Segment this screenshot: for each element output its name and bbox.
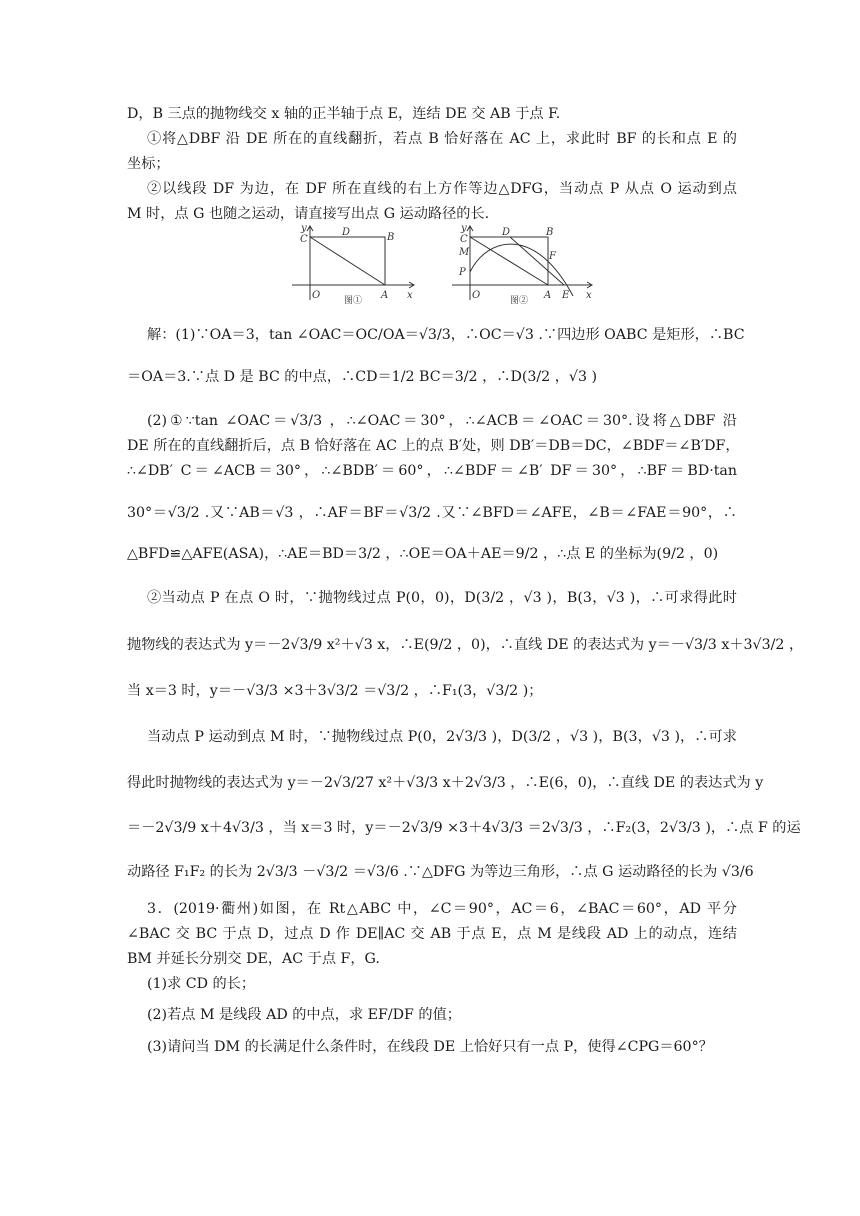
axis-label-y: y [461,223,467,234]
axis-label-x: x [407,290,413,301]
solution-line: 动路径 F₁F₂ 的长为 2√3/3 －√3/2 ＝√3/6 .∵△DFG 为等边三角形，∴点 G 运动路径的长为 √3/6 [127,864,754,880]
problem-line: (1)求 CD 的长； [147,976,256,992]
problem-line: ∠BAC 交 BC 于点 D，过点 D 作 DE∥AC 交 AB 于点 E，点 M 是线段 AD 上的动点，连结 [127,926,737,942]
solution-line: 解：(1)∵OA＝3，tan ∠OAC＝OC/OA＝√3/3，∴OC＝√3 .∵四边形 OABC 是矩形，∴BC [147,327,745,343]
solution-line: △BFD≌△AFE(ASA)，∴AE＝BD＝3/2 ，∴OE＝OA＋AE＝9/2 ，∴点 E 的坐标为(9/2 ，0) [127,546,719,562]
text-line: D，B 三点的抛物线交 x 轴的正半轴于点 E，连结 DE 交 AB 于点 F. [127,106,561,122]
point-label-b: B [387,232,395,243]
point-label-d: D [342,227,351,238]
point-label-b: B [546,227,554,238]
point-label-o: O [472,290,481,301]
figure-1-diagram [288,222,428,304]
point-label-m: M [459,247,470,258]
solution-line: ∴∠DB′ C＝∠ACB＝30°，∴∠BDB′＝60°，∴∠BDF＝∠B′ DF＝30°，∴BF＝BD·tan [127,463,737,479]
solution-line: 当 x＝3 时，y＝－√3/3 ×3＋3√3/2 ＝√3/2 ，∴F₁(3，√3/2 )； [127,683,543,699]
point-label-a: A [544,290,552,301]
point-label-d: D [502,227,511,238]
point-label-c: C [300,234,308,245]
solution-line: ＝－2√3/9 x＋4√3/3 ，当 x＝3 时，y＝－2√3/9 ×3＋4√3/3 ＝2√3/3 ，∴F₂(3，2√3/3 )，∴点 F 的运 [127,820,801,836]
point-label-f: F [549,251,556,262]
text-line: ①将△DBF 沿 DE 所在的直线翻折，若点 B 恰好落在 AC 上，求此时 BF 的长和点 E 的 [147,131,737,147]
point-label-e: E [562,290,570,301]
solution-line: ＝OA＝3.∵点 D 是 BC 的中点，∴CD＝1/2 BC＝3/2 ，∴D(3/2 ，√3 ) [127,369,598,385]
problem-line: BM 并延长分别交 DE，AC 于点 F，G. [127,951,380,967]
solution-line: 抛物线的表达式为 y＝－2√3/9 x²＋√3 x，∴E(9/2 ，0)，∴直线 DE 的表达式为 y＝－√3/3 x＋3√3/2 ， [127,637,804,653]
point-label-o: O [312,290,321,301]
solution-line: ②当动点 P 在点 O 时，∵抛物线过点 P(0，0)，D(3/2 ，√3 )，B(3，√3 )，∴可求得此时 [147,590,737,606]
figure-2-diagram [450,222,600,304]
solution-line: 30°＝√3/2 .又∵AB＝√3 ，∴AF＝BF＝√3/2 .又∵∠BFD＝∠AFE，∠B＝∠FAE＝90°，∴ [127,505,737,521]
solution-line: (2)①∵tan ∠OAC＝√3/3 ，∴∠OAC＝30°，∴∠ACB＝∠OAC＝30°.设将△DBF 沿 [147,413,737,429]
figure-2 [450,222,600,304]
problem-line: (3)请问当 DM 的长满足什么条件时，在线段 DE 上恰好只有一点 P，使得∠CPG＝60°？ [147,1039,713,1055]
text-line: ②以线段 DF 为边，在 DF 所在直线的右上方作等边△DFG，当动点 P 从点 O 运动到点 [147,181,737,197]
solution-line: 当动点 P 运动到点 M 时，∵抛物线过点 P(0，2√3/3 )，D(3/2 ，√3 )，B(3，√3 )，∴可求 [147,729,737,745]
axis-label-x: x [586,290,592,301]
point-label-p: P [459,267,466,278]
problem-line: 3．(2019·衢州)如图，在 Rt△ABC 中，∠C＝90°，AC＝6，∠BAC＝60°，AD 平分 [147,901,737,917]
figure-1-caption: 图① [344,296,363,306]
problem-line: (2)若点 M 是线段 AD 的中点，求 EF/DF 的值； [147,1007,461,1023]
text-line: 坐标； [127,156,170,172]
text-line: M 时，点 G 也随之运动，请直接写出点 G 运动路径的长. [127,206,490,222]
figure-2-caption: 图② [510,296,529,306]
point-label-c: C [460,234,468,245]
solution-line: DE 所在的直线翻折后，点 B 恰好落在 AC 上的点 B′处，则 DB′＝DB＝DC，∠BDF＝∠B′DF， [127,438,740,454]
point-label-a: A [381,290,389,301]
axis-label-y: y [301,223,307,234]
figure-1 [288,222,428,304]
solution-line: 得此时抛物线的表达式为 y＝－2√3/27 x²＋√3/3 x＋2√3/3 ，∴E(6，0)，∴直线 DE 的表达式为 y [127,775,764,791]
